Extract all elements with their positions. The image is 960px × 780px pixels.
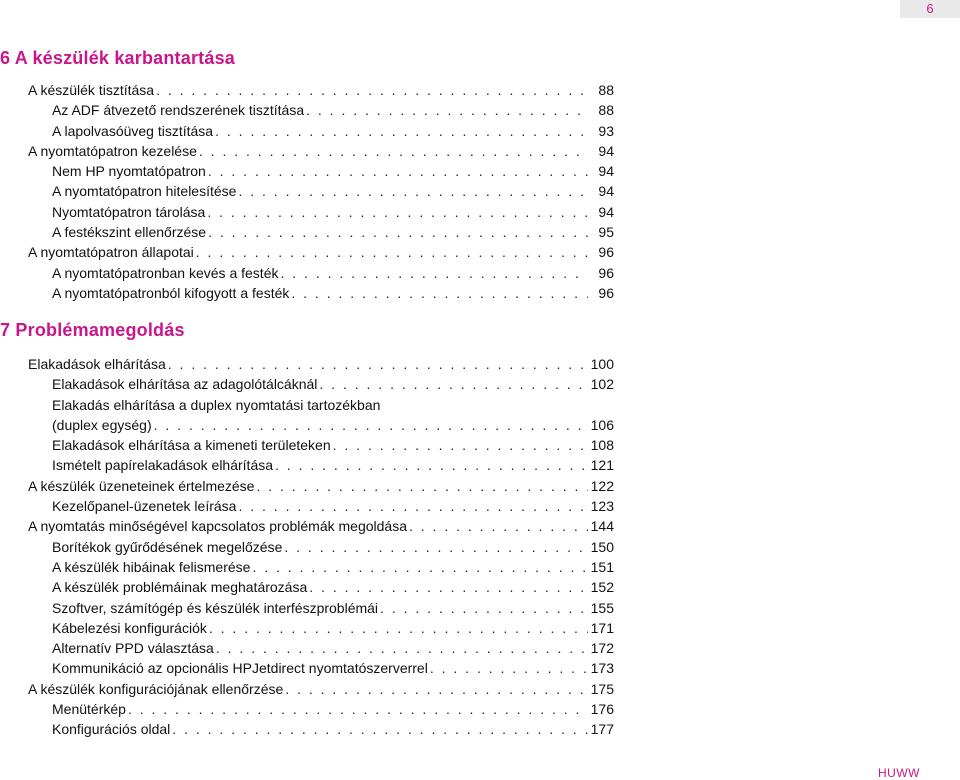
toc-entry[interactable]: A készülék konfigurációjának ellenőrzése . . . 175 <box>28 681 614 701</box>
toc-entry[interactable]: Ismételt papírelakadások elhárítása . . . 121 <box>28 457 614 477</box>
toc-entry[interactable]: Elakadások elhárítása . . . 100 <box>28 356 614 376</box>
toc-entry[interactable]: A nyomtatópatronban kevés a festék . . . 96 <box>28 265 614 285</box>
toc-entry[interactable]: Az ADF átvezető rendszerének tisztítása . . . 88 <box>28 102 614 122</box>
toc-entry[interactable]: A készülék tisztítása . . . 88 <box>28 82 614 102</box>
toc-entry[interactable]: Kezelőpanel-üzenetek leírása . . . 123 <box>28 498 614 518</box>
toc-entry[interactable]: A nyomtatás minőségével kapcsolatos problémák megoldása . . . 144 <box>28 518 614 538</box>
chapter-7-title: 7 Problémamegoldás <box>0 320 185 340</box>
toc-chapter-6 <box>28 82 614 305</box>
toc-entry[interactable]: A lapolvasóüveg tisztítása . . . 93 <box>28 123 614 143</box>
toc-entry[interactable]: Elakadások elhárítása az adagolótálcáknál . . . 102 <box>28 376 614 396</box>
toc-entry[interactable]: A nyomtatópatron állapotai . . . 96 <box>28 244 614 264</box>
toc-entry[interactable]: A nyomtatópatron hitelesítése . . . 94 <box>28 183 614 203</box>
toc-entry[interactable]: A nyomtatópatronból kifogyott a festék . . . 96 <box>28 285 614 305</box>
toc-entry[interactable]: Konfigurációs oldal . . . 177 <box>28 721 614 741</box>
chapter-6-title: 6 A készülék karbantartása <box>0 48 235 68</box>
toc-entry[interactable]: Elakadás elhárítása a duplex nyomtatási tartozékban (duplex egység) . . . 106 <box>28 397 614 438</box>
toc-chapter-7 <box>28 356 614 742</box>
toc-entry[interactable]: A készülék üzeneteinek értelmezése . . . 122 <box>28 478 614 498</box>
footer-language-code: HUWW <box>878 766 920 780</box>
toc-entry[interactable]: A nyomtatópatron kezelése . . . 94 <box>28 143 614 163</box>
toc-entry[interactable]: A készülék hibáinak felismerése . . . 151 <box>28 559 614 579</box>
toc-entry[interactable]: Borítékok gyűrődésének megelőzése . . . 150 <box>28 539 614 559</box>
toc-entry[interactable]: A készülék problémáinak meghatározása . . . 152 <box>28 579 614 599</box>
toc-entry[interactable]: Kábelezési konfigurációk . . . 171 <box>28 620 614 640</box>
toc-entry[interactable]: Nyomtatópatron tárolása . . . 94 <box>28 204 614 224</box>
page-number: 6 <box>900 0 960 18</box>
toc-entry[interactable]: Alternatív PPD választása . . . 172 <box>28 640 614 660</box>
toc-entry[interactable]: Elakadások elhárítása a kimeneti területeken . . . 108 <box>28 437 614 457</box>
toc-entry[interactable]: Nem HP nyomtatópatron . . . 94 <box>28 163 614 183</box>
toc-entry[interactable]: Szoftver, számítógép és készülék interfészproblémái . . . 155 <box>28 600 614 620</box>
toc-entry[interactable]: Kommunikáció az opcionális HPJetdirect nyomtatószerverrel . . . 173 <box>28 660 614 680</box>
toc-entry[interactable]: Menütérkép . . . 176 <box>28 701 614 721</box>
toc-entry[interactable]: A festékszint ellenőrzése . . . 95 <box>28 224 614 244</box>
